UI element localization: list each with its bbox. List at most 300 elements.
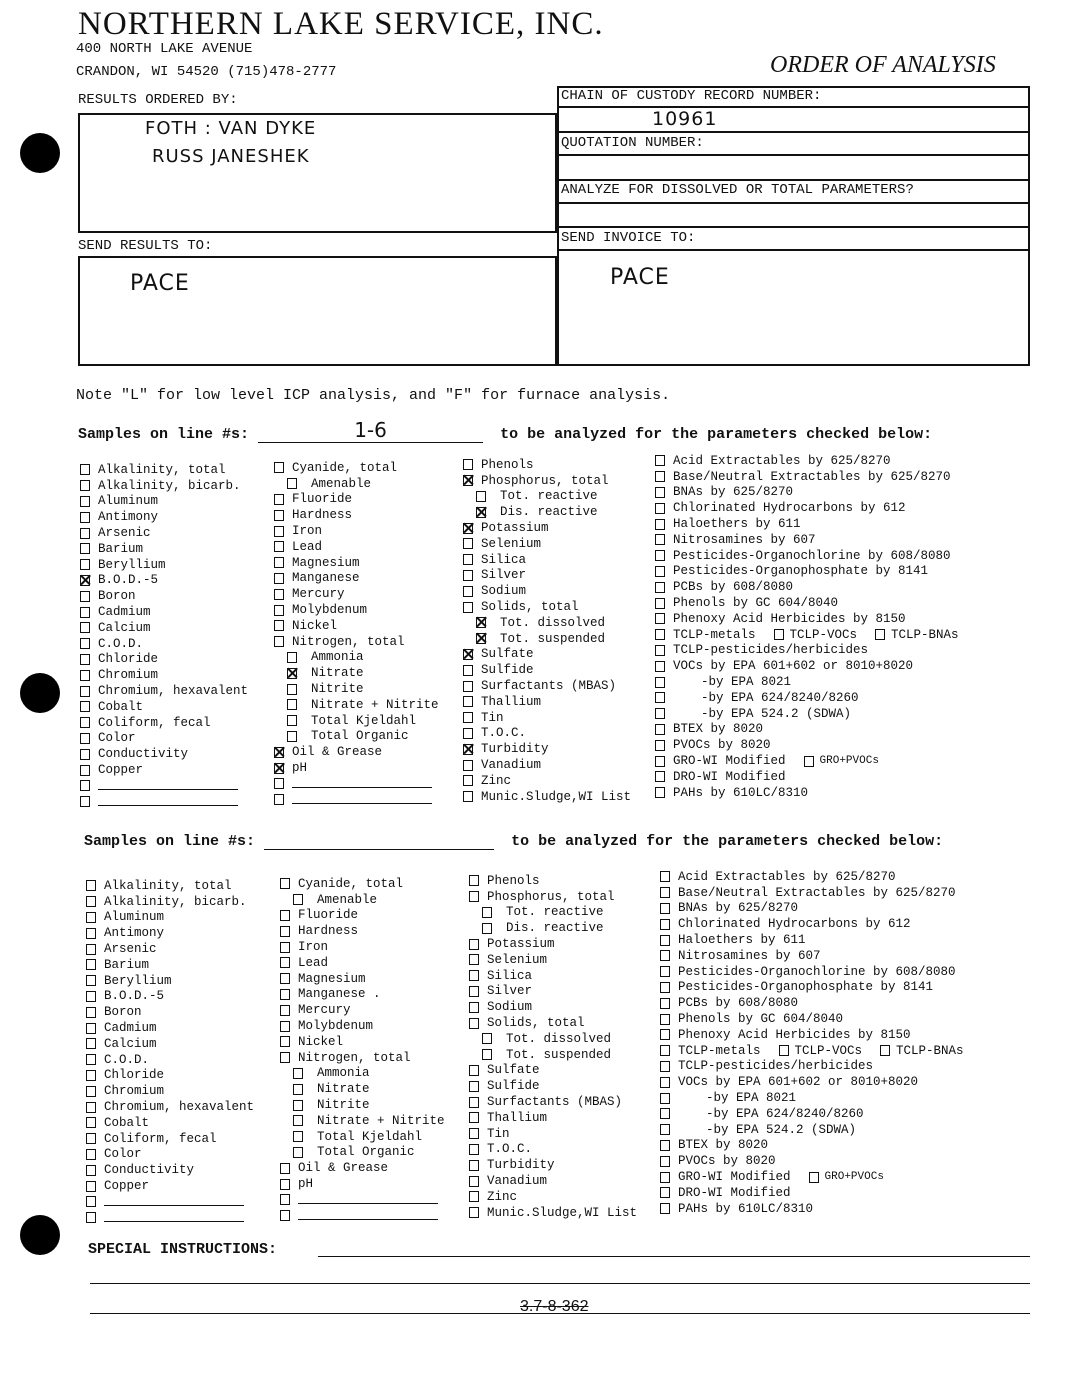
parameter-nickel[interactable]	[280, 1034, 445, 1050]
checkbox[interactable]	[655, 534, 665, 545]
parameter-silver[interactable]	[463, 568, 631, 584]
checkbox[interactable]	[660, 1093, 670, 1104]
checkbox[interactable]	[880, 1045, 890, 1056]
checkbox[interactable]	[274, 589, 284, 600]
parameter-alkalinity-bicarb[interactable]	[86, 894, 254, 910]
checkbox[interactable]	[80, 733, 90, 744]
samples-line-value[interactable]	[264, 849, 494, 850]
parameter-potassium[interactable]	[463, 520, 631, 536]
checkbox[interactable]	[463, 586, 473, 597]
checkbox[interactable]	[469, 1112, 479, 1123]
blank-parameter-line[interactable]	[298, 1195, 438, 1204]
checkbox[interactable]	[280, 1005, 290, 1016]
checkbox[interactable]	[86, 896, 96, 907]
parameter-bnas-by-625-8270[interactable]	[655, 485, 959, 501]
parameter-sulfate[interactable]	[469, 1063, 637, 1079]
checkbox[interactable]	[280, 1163, 290, 1174]
checkbox[interactable]	[86, 959, 96, 970]
parameter-color[interactable]	[86, 1147, 254, 1163]
parameter-blank[interactable]	[86, 1210, 254, 1226]
checkbox[interactable]	[463, 570, 473, 581]
parameter-fluoride[interactable]	[274, 492, 439, 508]
parameter-boron[interactable]	[80, 588, 248, 604]
parameter-cadmium[interactable]	[80, 604, 248, 620]
checkbox[interactable]	[482, 1033, 492, 1044]
parameter-aluminum[interactable]	[86, 910, 254, 926]
checkbox[interactable]	[469, 875, 479, 886]
checkbox[interactable]	[287, 652, 297, 663]
checkbox[interactable]	[660, 1187, 670, 1198]
checkbox[interactable]	[86, 1149, 96, 1160]
parameter-oil-grease[interactable]	[280, 1160, 445, 1176]
checkbox[interactable]	[476, 633, 486, 644]
checkbox[interactable]	[86, 975, 96, 986]
parameter-vanadium[interactable]	[463, 757, 631, 773]
checkbox[interactable]	[655, 487, 665, 498]
checkbox[interactable]	[86, 880, 96, 891]
checkbox[interactable]	[655, 613, 665, 624]
parameter-barium[interactable]	[86, 957, 254, 973]
checkbox[interactable]	[287, 478, 297, 489]
checkbox[interactable]	[80, 528, 90, 539]
parameter-base-neutral-extractables-by-625-8270[interactable]	[660, 885, 964, 901]
parameter-total-kjeldahl[interactable]	[280, 1129, 445, 1145]
checkbox[interactable]	[660, 1172, 670, 1183]
checkbox[interactable]	[80, 575, 90, 586]
checkbox[interactable]	[469, 1207, 479, 1218]
checkbox[interactable]	[660, 950, 670, 961]
parameter-nickel[interactable]	[274, 618, 439, 634]
parameter-blank[interactable]	[80, 794, 248, 810]
blank-parameter-line[interactable]	[104, 1197, 244, 1206]
checkbox[interactable]	[86, 1212, 96, 1223]
checkbox[interactable]	[463, 665, 473, 676]
parameter-solids-total[interactable]	[469, 1015, 637, 1031]
parameter-silver[interactable]	[469, 984, 637, 1000]
checkbox[interactable]	[86, 1007, 96, 1018]
checkbox[interactable]	[655, 787, 665, 798]
checkbox[interactable]	[80, 717, 90, 728]
checkbox[interactable]	[80, 559, 90, 570]
parameter-magnesium[interactable]	[274, 555, 439, 571]
parameter-dro-wi-modified[interactable]	[660, 1185, 964, 1201]
parameter-potassium[interactable]	[469, 936, 637, 952]
blank-parameter-line[interactable]	[292, 779, 432, 788]
parameter-c-o-d[interactable]	[80, 636, 248, 652]
checkbox[interactable]	[660, 1014, 670, 1025]
checkbox[interactable]	[274, 510, 284, 521]
checkbox[interactable]	[86, 912, 96, 923]
parameter-btex-by-8020[interactable]	[660, 1138, 964, 1154]
checkbox[interactable]	[660, 871, 670, 882]
checkbox[interactable]	[86, 1054, 96, 1065]
parameter-pcbs-by-608-8080[interactable]	[660, 995, 964, 1011]
parameter-molybdenum[interactable]	[280, 1018, 445, 1034]
checkbox[interactable]	[80, 654, 90, 665]
parameter-silica[interactable]	[469, 968, 637, 984]
checkbox[interactable]	[293, 1115, 303, 1126]
checkbox[interactable]	[469, 970, 479, 981]
parameter-selenium[interactable]	[469, 952, 637, 968]
checkbox[interactable]	[660, 1061, 670, 1072]
parameter-munic-sludge-wi-list[interactable]	[469, 1205, 637, 1221]
checkbox[interactable]	[469, 1081, 479, 1092]
parameter-gro-wi-modified[interactable]	[655, 753, 959, 769]
parameter-boron[interactable]	[86, 1004, 254, 1020]
parameter-zinc[interactable]	[469, 1189, 637, 1205]
parameter-fluoride[interactable]	[280, 908, 445, 924]
checkbox[interactable]	[293, 1147, 303, 1158]
parameter-arsenic[interactable]	[86, 941, 254, 957]
parameter-dro-wi-modified[interactable]	[655, 769, 959, 785]
checkbox[interactable]	[655, 645, 665, 656]
checkbox[interactable]	[80, 480, 90, 491]
checkbox[interactable]	[80, 512, 90, 523]
parameter-beryllium[interactable]	[80, 557, 248, 573]
checkbox[interactable]	[463, 554, 473, 565]
parameter-manganese[interactable]	[274, 571, 439, 587]
parameter-coliform-fecal[interactable]	[80, 715, 248, 731]
checkbox[interactable]	[469, 1065, 479, 1076]
checkbox[interactable]	[463, 523, 473, 534]
checkbox[interactable]	[86, 1117, 96, 1128]
checkbox[interactable]	[274, 557, 284, 568]
parameter-btex-by-8020[interactable]	[655, 722, 959, 738]
checkbox[interactable]	[660, 1140, 670, 1151]
parameter-blank[interactable]	[274, 776, 439, 792]
parameter-haloethers-by-611[interactable]	[660, 932, 964, 948]
parameter-pesticides-organophosphate-by-8141[interactable]	[660, 980, 964, 996]
parameter-cyanide-total[interactable]	[280, 876, 445, 892]
parameter-bnas-by-625-8270[interactable]	[660, 901, 964, 917]
checkbox[interactable]	[80, 670, 90, 681]
parameter-sulfide[interactable]	[469, 1078, 637, 1094]
checkbox[interactable]	[80, 701, 90, 712]
checkbox[interactable]	[660, 887, 670, 898]
checkbox[interactable]	[274, 605, 284, 616]
checkbox[interactable]	[274, 636, 284, 647]
parameter-t-o-c[interactable]	[469, 1142, 637, 1158]
parameter-phosphorus-total[interactable]	[469, 889, 637, 905]
parameter-pesticides-organochlorine-by-608-8080[interactable]	[655, 548, 959, 564]
checkbox[interactable]	[274, 494, 284, 505]
checkbox[interactable]	[280, 942, 290, 953]
parameter-mercury[interactable]	[280, 1002, 445, 1018]
checkbox[interactable]	[293, 1084, 303, 1095]
parameter-silica[interactable]	[463, 552, 631, 568]
parameter-by-epa-624-8240-8260[interactable]	[655, 690, 959, 706]
parameter-manganese[interactable]	[280, 987, 445, 1003]
parameter-pvocs-by-8020[interactable]	[655, 737, 959, 753]
checkbox[interactable]	[280, 1179, 290, 1190]
parameter-chlorinated-hydrocarbons-by-612[interactable]	[660, 916, 964, 932]
parameter-pesticides-organophosphate-by-8141[interactable]	[655, 564, 959, 580]
parameter-coliform-fecal[interactable]	[86, 1131, 254, 1147]
checkbox[interactable]	[660, 1203, 670, 1214]
parameter-sodium[interactable]	[469, 999, 637, 1015]
checkbox[interactable]	[86, 1070, 96, 1081]
parameter-by-epa-8021[interactable]	[660, 1090, 964, 1106]
parameter-tin[interactable]	[469, 1126, 637, 1142]
checkbox[interactable]	[274, 747, 284, 758]
checkbox[interactable]	[463, 696, 473, 707]
parameter-pahs-by-610lc-8310[interactable]	[660, 1201, 964, 1217]
checkbox[interactable]	[274, 462, 284, 473]
checkbox[interactable]	[469, 1128, 479, 1139]
checkbox[interactable]	[80, 638, 90, 649]
parameter-tclp-pesticides-herbicides[interactable]	[655, 643, 959, 659]
parameter-gro-wi-modified[interactable]	[660, 1169, 964, 1185]
parameter-calcium[interactable]	[80, 620, 248, 636]
checkbox[interactable]	[280, 973, 290, 984]
checkbox[interactable]	[287, 684, 297, 695]
parameter-chlorinated-hydrocarbons-by-612[interactable]	[655, 500, 959, 516]
checkbox[interactable]	[80, 591, 90, 602]
parameter-barium[interactable]	[80, 541, 248, 557]
checkbox[interactable]	[809, 1172, 819, 1183]
parameter-zinc[interactable]	[463, 773, 631, 789]
parameter-ammonia[interactable]	[280, 1066, 445, 1082]
parameter-blank[interactable]	[80, 778, 248, 794]
parameter-by-epa-624-8240-8260[interactable]	[660, 1106, 964, 1122]
parameter-acid-extractables-by-625-8270[interactable]	[655, 453, 959, 469]
checkbox[interactable]	[463, 459, 473, 470]
checkbox[interactable]	[660, 998, 670, 1009]
parameter-b-o-d-5[interactable]	[80, 573, 248, 589]
checkbox[interactable]	[476, 491, 486, 502]
checkbox[interactable]	[80, 464, 90, 475]
parameter-ammonia[interactable]	[274, 650, 439, 666]
checkbox[interactable]	[469, 1176, 479, 1187]
parameter-ph[interactable]	[274, 760, 439, 776]
checkbox[interactable]	[655, 582, 665, 593]
parameter-by-epa-524-2-sdwa[interactable]	[655, 706, 959, 722]
parameter-blank[interactable]	[280, 1192, 445, 1208]
checkbox[interactable]	[80, 607, 90, 618]
checkbox[interactable]	[660, 1077, 670, 1088]
blank-parameter-line[interactable]	[104, 1213, 244, 1222]
checkbox[interactable]	[779, 1045, 789, 1056]
checkbox[interactable]	[482, 1049, 492, 1060]
parameter-amenable[interactable]	[280, 892, 445, 908]
checkbox[interactable]	[86, 1165, 96, 1176]
parameter-gro-pvocs[interactable]	[804, 755, 879, 767]
parameter-munic-sludge-wi-list[interactable]	[463, 789, 631, 805]
special-instructions-line[interactable]	[318, 1256, 1030, 1257]
parameter-tot-suspended[interactable]	[463, 631, 631, 647]
blank-parameter-line[interactable]	[98, 797, 238, 806]
checkbox[interactable]	[463, 775, 473, 786]
checkbox[interactable]	[86, 1086, 96, 1097]
checkbox[interactable]	[660, 966, 670, 977]
checkbox[interactable]	[774, 629, 784, 640]
checkbox[interactable]	[274, 620, 284, 631]
parameter-tclp-bnas[interactable]	[880, 1044, 964, 1058]
parameter-mercury[interactable]	[274, 586, 439, 602]
parameter-t-o-c[interactable]	[463, 726, 631, 742]
parameter-total-organic[interactable]	[274, 729, 439, 745]
checkbox[interactable]	[463, 475, 473, 486]
checkbox[interactable]	[655, 503, 665, 514]
parameter-thallium[interactable]	[469, 1110, 637, 1126]
checkbox[interactable]	[80, 543, 90, 554]
checkbox[interactable]	[86, 1023, 96, 1034]
checkbox[interactable]	[469, 1018, 479, 1029]
parameter-acid-extractables-by-625-8270[interactable]	[660, 869, 964, 885]
parameter-nitrosamines-by-607[interactable]	[660, 948, 964, 964]
checkbox[interactable]	[660, 1124, 670, 1135]
special-instructions-line[interactable]	[90, 1283, 1030, 1284]
samples-line-value[interactable]: 1-6	[258, 418, 483, 443]
checkbox[interactable]	[274, 778, 284, 789]
checkbox[interactable]	[80, 765, 90, 776]
checkbox[interactable]	[280, 989, 290, 1000]
parameter-total-kjeldahl[interactable]	[274, 713, 439, 729]
parameter-tot-dissolved[interactable]	[463, 615, 631, 631]
parameter-nitrate-nitrite[interactable]	[280, 1113, 445, 1129]
parameter-blank[interactable]	[274, 792, 439, 808]
parameter-nitrogen-total[interactable]	[274, 634, 439, 650]
parameter-tot-reactive[interactable]	[463, 489, 631, 505]
parameter-c-o-d[interactable]	[86, 1052, 254, 1068]
parameter-thallium[interactable]	[463, 694, 631, 710]
parameter-cadmium[interactable]	[86, 1020, 254, 1036]
checkbox[interactable]	[463, 760, 473, 771]
checkbox[interactable]	[86, 928, 96, 939]
parameter-alkalinity-total[interactable]	[86, 878, 254, 894]
checkbox[interactable]	[274, 794, 284, 805]
checkbox[interactable]	[463, 538, 473, 549]
checkbox[interactable]	[274, 573, 284, 584]
parameter-calcium[interactable]	[86, 1036, 254, 1052]
parameter-cyanide-total[interactable]	[274, 460, 439, 476]
checkbox[interactable]	[280, 1052, 290, 1063]
parameter-total-organic[interactable]	[280, 1145, 445, 1161]
checkbox[interactable]	[293, 1100, 303, 1111]
parameter-chromium[interactable]	[86, 1083, 254, 1099]
checkbox[interactable]	[469, 1097, 479, 1108]
parameter-tot-dissolved[interactable]	[469, 1031, 637, 1047]
checkbox[interactable]	[287, 715, 297, 726]
checkbox[interactable]	[655, 629, 665, 640]
checkbox[interactable]	[469, 1002, 479, 1013]
checkbox[interactable]	[655, 471, 665, 482]
parameter-vanadium[interactable]	[469, 1173, 637, 1189]
parameter-oil-grease[interactable]	[274, 744, 439, 760]
checkbox[interactable]	[80, 796, 90, 807]
checkbox[interactable]	[655, 771, 665, 782]
checkbox[interactable]	[655, 661, 665, 672]
checkbox[interactable]	[287, 699, 297, 710]
parameter-sulfate[interactable]	[463, 647, 631, 663]
parameter-nitrogen-total[interactable]	[280, 1050, 445, 1066]
checkbox[interactable]	[86, 1181, 96, 1192]
parameter-surfactants-mbas[interactable]	[469, 1094, 637, 1110]
checkbox[interactable]	[660, 1108, 670, 1119]
checkbox[interactable]	[86, 944, 96, 955]
checkbox[interactable]	[476, 507, 486, 518]
checkbox[interactable]	[86, 1196, 96, 1207]
parameter-tclp-metals[interactable]	[655, 627, 959, 643]
parameter-color[interactable]	[80, 731, 248, 747]
parameter-gro-pvocs[interactable]	[809, 1171, 884, 1183]
checkbox[interactable]	[280, 910, 290, 921]
send-invoice-value[interactable]: PACE	[610, 265, 670, 290]
checkbox[interactable]	[476, 617, 486, 628]
checkbox[interactable]	[280, 926, 290, 937]
checkbox[interactable]	[280, 878, 290, 889]
parameter-phenols[interactable]	[469, 873, 637, 889]
parameter-pcbs-by-608-8080[interactable]	[655, 579, 959, 595]
checkbox[interactable]	[469, 1191, 479, 1202]
checkbox[interactable]	[875, 629, 885, 640]
parameter-amenable[interactable]	[274, 476, 439, 492]
checkbox[interactable]	[280, 957, 290, 968]
checkbox[interactable]	[463, 791, 473, 802]
parameter-haloethers-by-611[interactable]	[655, 516, 959, 532]
checkbox[interactable]	[655, 724, 665, 735]
parameter-nitrite[interactable]	[280, 1097, 445, 1113]
parameter-nitrate-nitrite[interactable]	[274, 697, 439, 713]
parameter-turbidity[interactable]	[463, 741, 631, 757]
parameter-pahs-by-610lc-8310[interactable]	[655, 785, 959, 801]
checkbox[interactable]	[280, 1021, 290, 1032]
parameter-chloride[interactable]	[86, 1068, 254, 1084]
parameter-by-epa-524-2-sdwa[interactable]	[660, 1122, 964, 1138]
checkbox[interactable]	[463, 744, 473, 755]
parameter-tclp-bnas[interactable]	[875, 628, 959, 642]
checkbox[interactable]	[482, 923, 492, 934]
checkbox[interactable]	[660, 919, 670, 930]
parameter-iron[interactable]	[280, 939, 445, 955]
checkbox[interactable]	[280, 1036, 290, 1047]
checkbox[interactable]	[655, 740, 665, 751]
parameter-arsenic[interactable]	[80, 525, 248, 541]
parameter-lead[interactable]	[274, 539, 439, 555]
checkbox[interactable]	[655, 455, 665, 466]
checkbox[interactable]	[469, 986, 479, 997]
parameter-copper[interactable]	[86, 1178, 254, 1194]
parameter-pvocs-by-8020[interactable]	[660, 1153, 964, 1169]
parameter-solids-total[interactable]	[463, 599, 631, 615]
parameter-nitrate[interactable]	[274, 665, 439, 681]
checkbox[interactable]	[660, 903, 670, 914]
parameter-pesticides-organochlorine-by-608-8080[interactable]	[660, 964, 964, 980]
parameter-chromium[interactable]	[80, 667, 248, 683]
parameter-nitrite[interactable]	[274, 681, 439, 697]
checkbox[interactable]	[80, 496, 90, 507]
parameter-dis-reactive[interactable]	[463, 504, 631, 520]
checkbox[interactable]	[660, 1156, 670, 1167]
parameter-phenols[interactable]	[463, 457, 631, 473]
checkbox[interactable]	[86, 1038, 96, 1049]
parameter-iron[interactable]	[274, 523, 439, 539]
parameter-phosphorus-total[interactable]	[463, 473, 631, 489]
coc-value[interactable]: 10961	[652, 108, 718, 130]
checkbox[interactable]	[80, 686, 90, 697]
parameter-chromium-hexavalent[interactable]	[86, 1099, 254, 1115]
parameter-chromium-hexavalent[interactable]	[80, 683, 248, 699]
checkbox[interactable]	[655, 708, 665, 719]
parameter-dis-reactive[interactable]	[469, 920, 637, 936]
checkbox[interactable]	[660, 1029, 670, 1040]
parameter-tot-reactive[interactable]	[469, 905, 637, 921]
parameter-blank[interactable]	[280, 1208, 445, 1224]
parameter-cobalt[interactable]	[80, 699, 248, 715]
checkbox[interactable]	[463, 681, 473, 692]
checkbox[interactable]	[463, 712, 473, 723]
checkbox[interactable]	[287, 668, 297, 679]
